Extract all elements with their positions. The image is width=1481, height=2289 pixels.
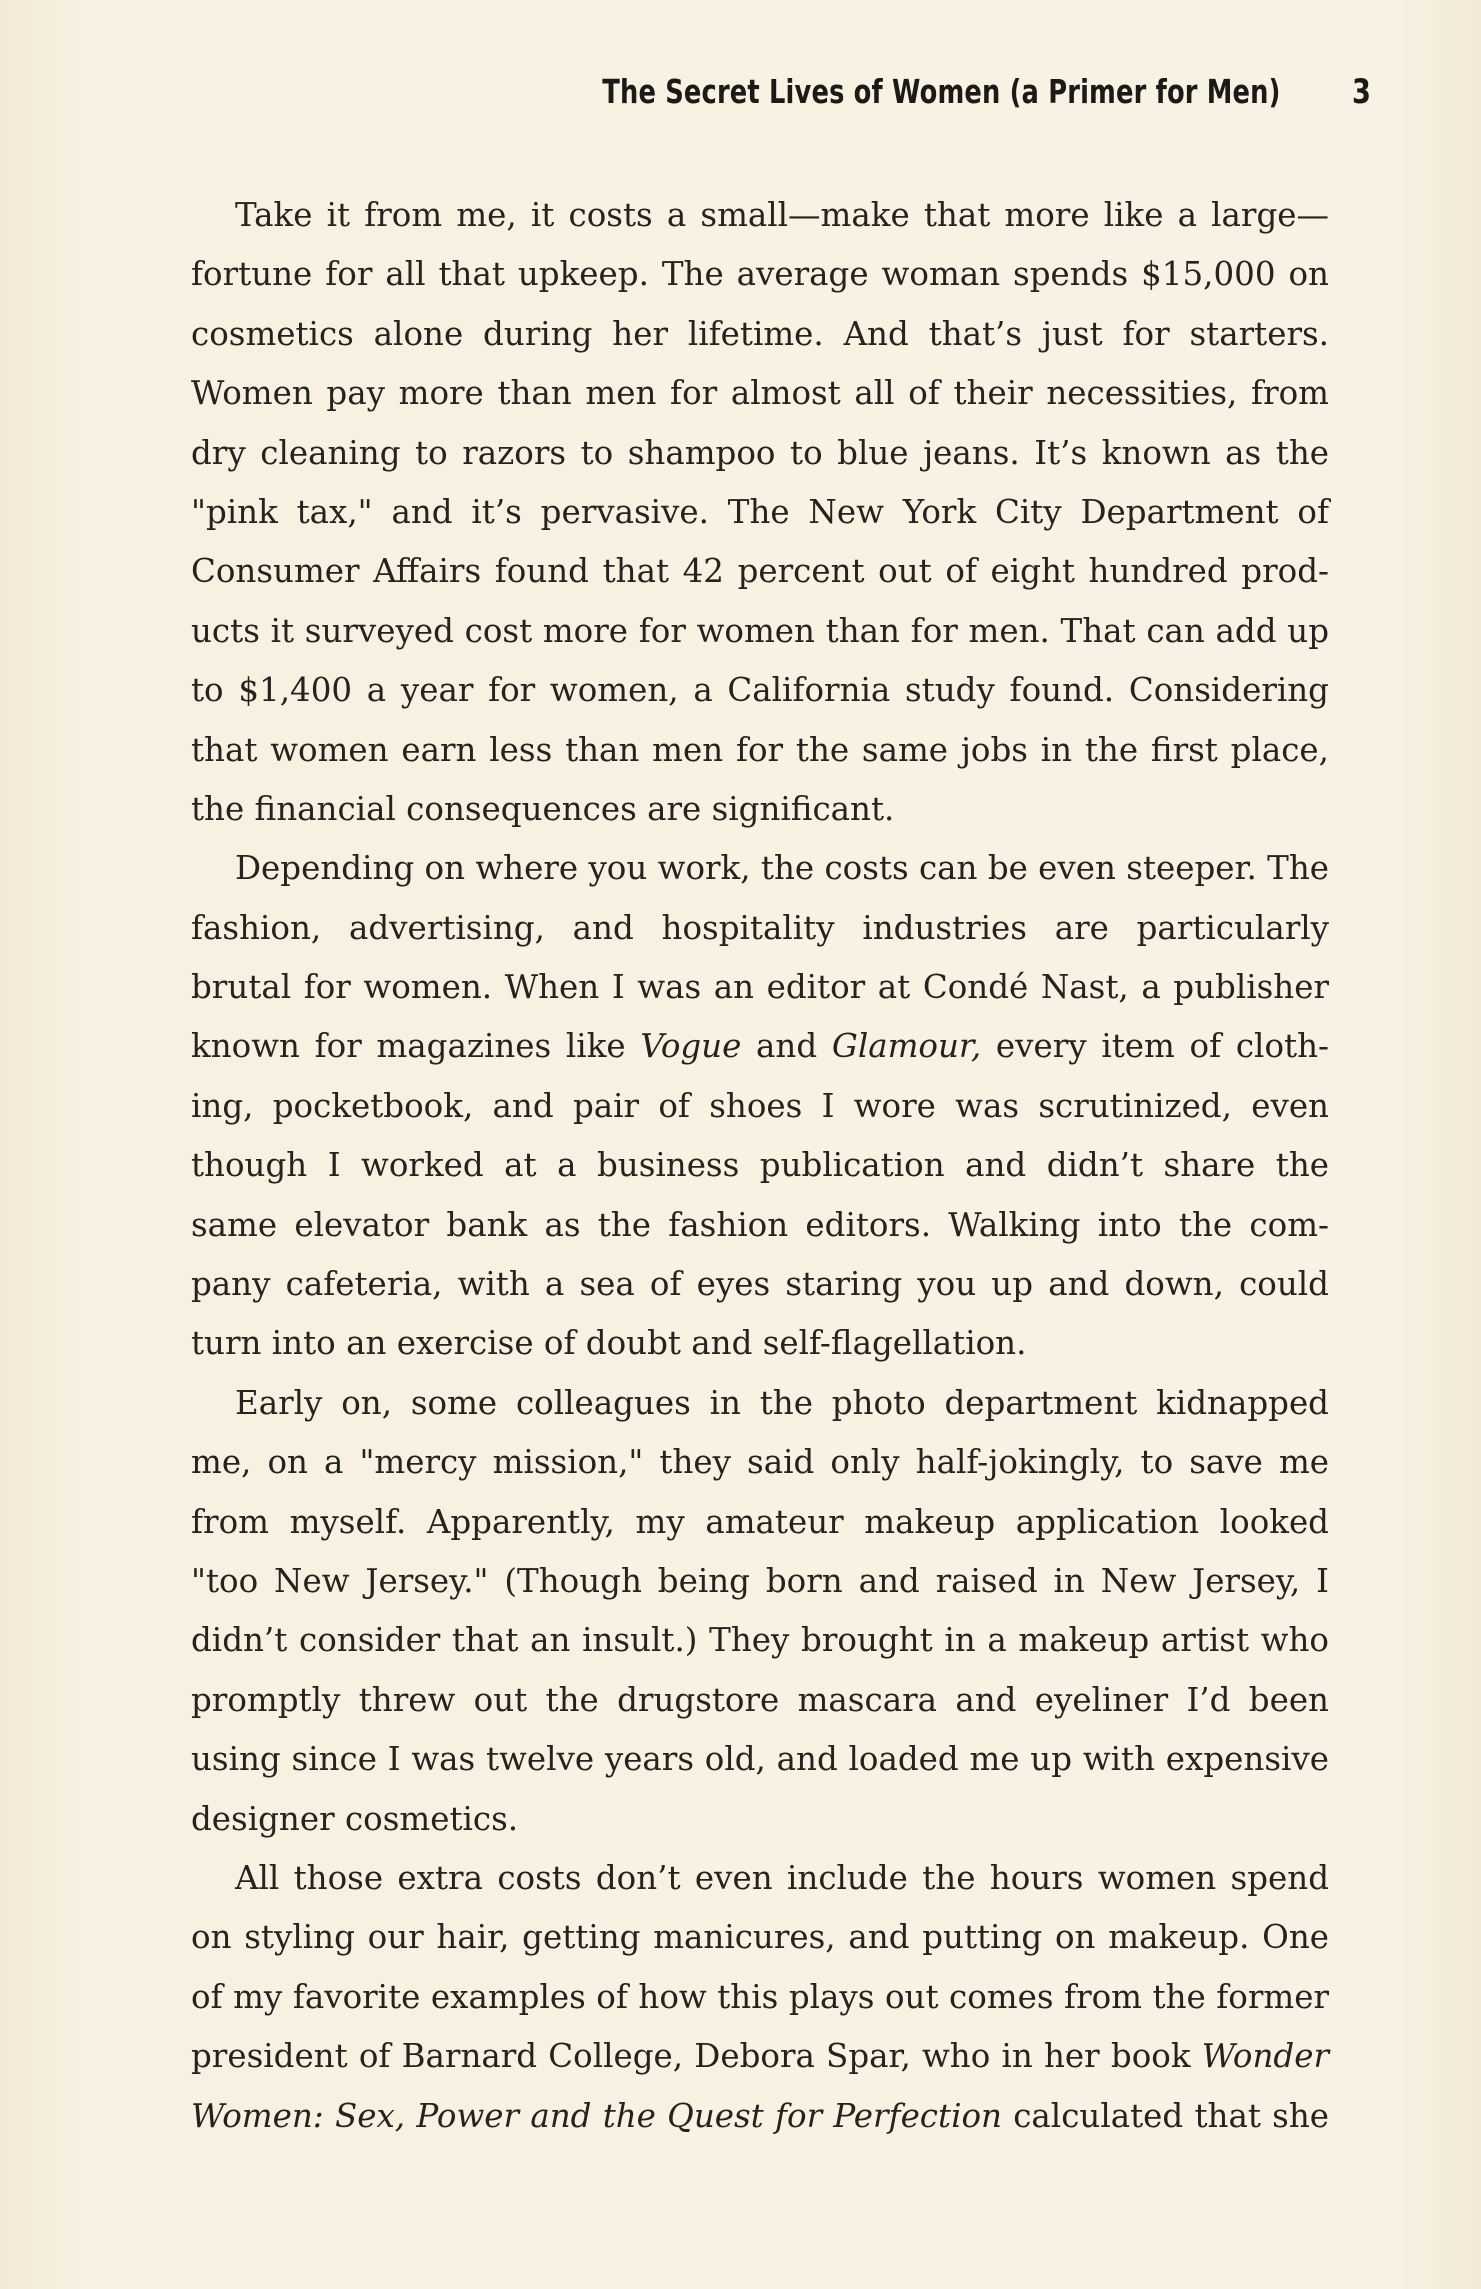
running-title: The Secret Lives of Women (a Primer for Men) — [602, 72, 1281, 111]
text-run: calculated that she — [1001, 2096, 1329, 2135]
magazine-title-vogue: Vogue — [640, 1027, 742, 1066]
text-line: ucts it surveyed cost more for women than for men. That can add up — [191, 611, 1329, 650]
text-line: Consumer Affairs found that 42 percent out of eight hundred prod- — [191, 552, 1329, 591]
text-line: fortune for all that upkeep. The average woman spends $15,000 on — [191, 255, 1329, 294]
text-line: didn’t consider that an insult.) They brought in a makeup artist who — [191, 1621, 1329, 1660]
paragraph-2 — [191, 839, 1329, 1374]
text-line: designer cosmetics. — [191, 1799, 519, 1838]
text-line: me, on a "mercy mission," they said only half-jokingly, to save me — [191, 1443, 1329, 1482]
text-line: to $1,400 a year for women, a California study found. Considering — [191, 671, 1329, 710]
text-line: turn into an exercise of doubt and self-flagellation. — [191, 1324, 1027, 1363]
text-line: Depending on where you work, the costs can be even steeper. The — [235, 849, 1329, 888]
text-line: cosmetics alone during her lifetime. And that’s just for starters. — [191, 314, 1329, 353]
text-run: president of Barnard College, Debora Spar, who in her book — [191, 2037, 1202, 2076]
text-line — [191, 1017, 1329, 1076]
text-line: from myself. Apparently, my amateur makeup application looked — [191, 1502, 1329, 1541]
text-run: every item of cloth- — [981, 1027, 1329, 1066]
book-title-end: Women: Sex, Power and the Quest for Perfection — [191, 2096, 1002, 2135]
text-line: on styling our hair, getting manicures, and putting on makeup. One — [191, 1918, 1329, 1957]
text-line: Early on, some colleagues in the photo department kidnapped — [235, 1383, 1329, 1422]
page-header — [0, 72, 1481, 122]
text-line: of my favorite examples of how this plays out comes from the former — [191, 1977, 1329, 2016]
text-line: All those extra costs don’t even include the hours women spend — [235, 1858, 1329, 1897]
magazine-title-glamour: Glamour, — [831, 1027, 982, 1066]
text-line — [191, 2087, 1329, 2146]
text-line: "pink tax," and it’s pervasive. The New York City Department of — [191, 492, 1329, 531]
text-line: dry cleaning to razors to shampoo to blue jeans. It’s known as the — [191, 433, 1329, 472]
text-line: Take it from me, it costs a small—make that more like a large— — [235, 196, 1329, 234]
text-run: and — [741, 1027, 832, 1066]
text-run: known for magazines like — [191, 1027, 641, 1066]
text-line: same elevator bank as the fashion editors. Walking into the com- — [191, 1205, 1329, 1244]
book-title-start: Wonder — [1201, 2037, 1329, 2076]
body-text — [191, 186, 1329, 2146]
text-line: the financial consequences are significant. — [191, 789, 895, 828]
text-line — [191, 2027, 1329, 2086]
text-line: brutal for women. When I was an editor at Condé Nast, a publisher — [191, 968, 1329, 1007]
text-line: using since I was twelve years old, and loaded me up with expensive — [191, 1740, 1329, 1779]
page-number: 3 — [1352, 72, 1371, 112]
text-line: promptly threw out the drugstore mascara and eyeliner I’d been — [191, 1680, 1329, 1719]
text-line: Women pay more than men for almost all of their necessities, from — [191, 374, 1329, 413]
paragraph-1 — [191, 186, 1329, 839]
text-line: ing, pocketbook, and pair of shoes I wore was scrutinized, even — [191, 1086, 1329, 1125]
paragraph-4 — [191, 1849, 1329, 2146]
text-line: pany cafeteria, with a sea of eyes staring you up and down, could — [191, 1265, 1329, 1304]
paragraph-3 — [191, 1374, 1329, 1849]
text-line: that women earn less than men for the same jobs in the first place, — [191, 730, 1329, 769]
text-line: fashion, advertising, and hospitality industries are particularly — [191, 908, 1329, 947]
text-line: "too New Jersey." (Though being born and raised in New Jersey, I — [191, 1561, 1329, 1600]
text-line: though I worked at a business publication and didn’t share the — [191, 1146, 1329, 1185]
